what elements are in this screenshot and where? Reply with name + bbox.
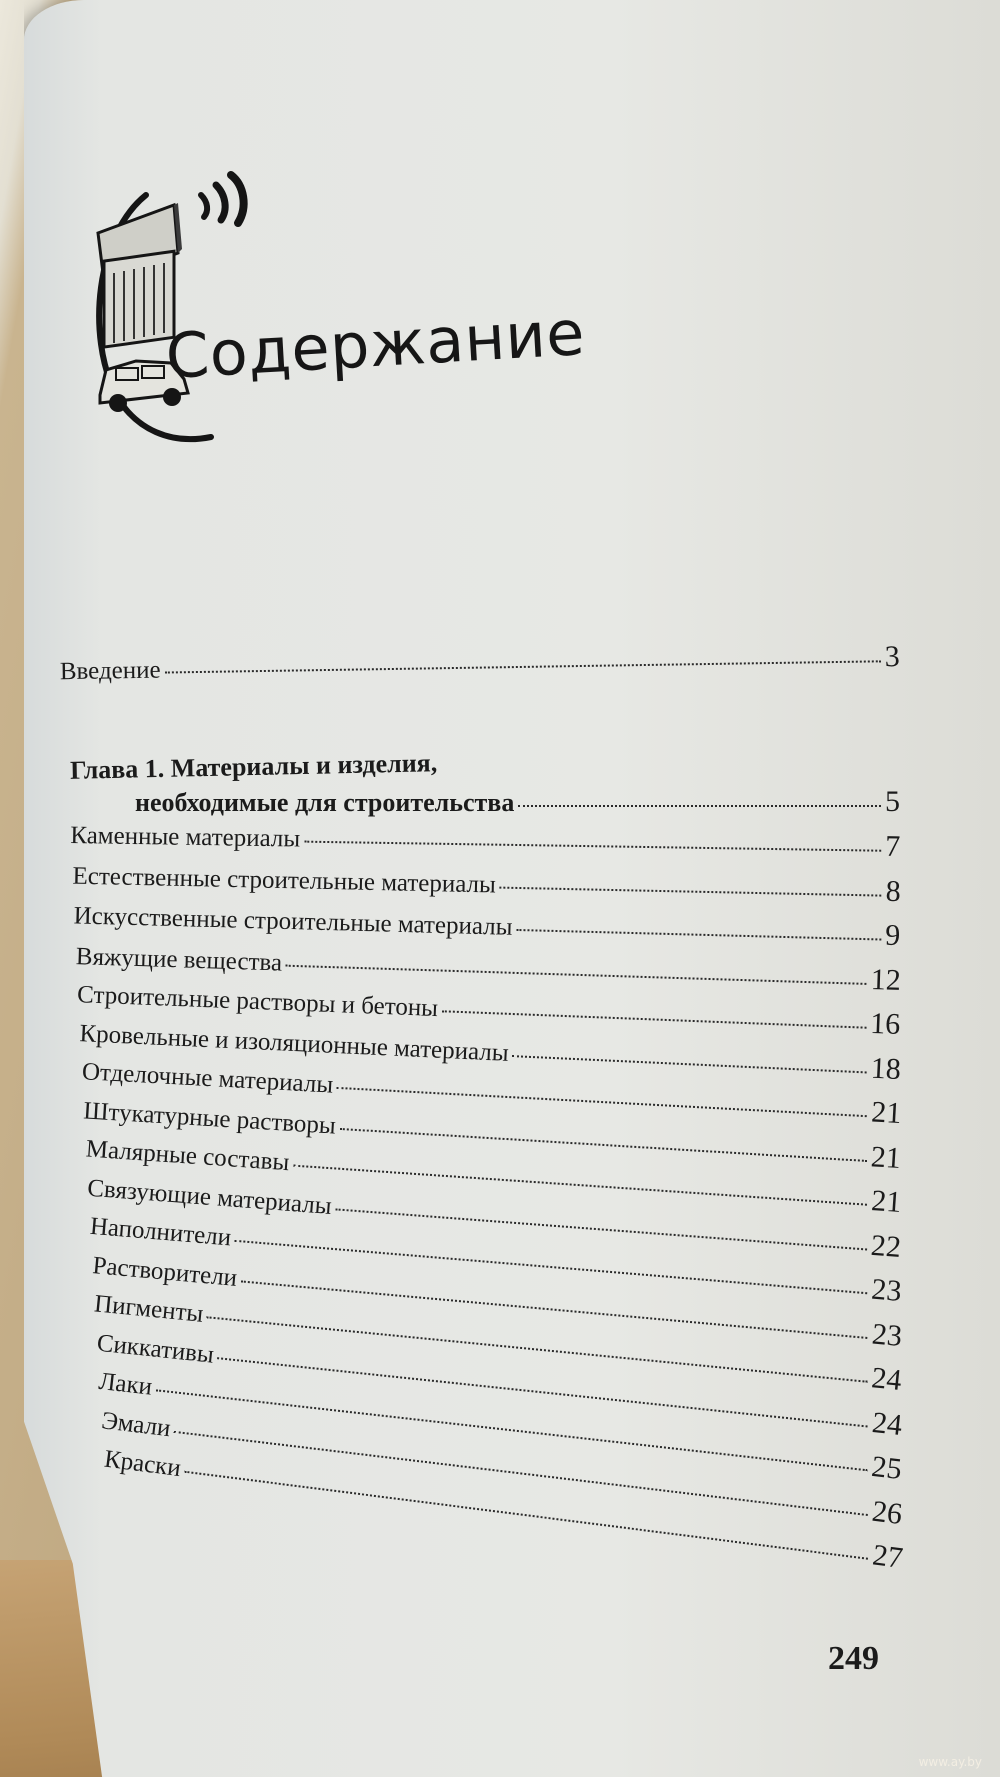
toc-entry-page: 23: [870, 1316, 904, 1353]
toc-entry: [70, 817, 900, 864]
toc-entry-page: 22: [870, 1228, 903, 1264]
chapter-heading: Глава 1. Материалы и изделия,: [69, 748, 438, 785]
toc-entry-label: необходимые для строительства: [135, 788, 515, 817]
toc-entry-page: 7: [885, 829, 901, 864]
dot-leader: [165, 660, 881, 673]
toc-entry-label: Эмали: [99, 1406, 173, 1442]
toc-entry-page: 26: [870, 1494, 905, 1531]
toc-entry-label: Искусственные строительные материалы: [73, 902, 514, 941]
toc-entry-label: Наполнители: [88, 1212, 233, 1252]
toc-entry-page: 18: [870, 1051, 902, 1086]
dot-leader: [442, 1010, 866, 1028]
toc-entry-label: Растворители: [91, 1251, 238, 1292]
toc-entry-label: Малярные составы: [84, 1135, 290, 1177]
dot-leader: [499, 886, 881, 896]
toc-entry-label: Каменные материалы: [70, 821, 301, 853]
toc-entry-page: 24: [870, 1361, 904, 1398]
toc-entry-label: Отделочные материалы: [80, 1058, 334, 1099]
watermark: www.ay.by: [918, 1755, 982, 1769]
page-title: Содержание: [163, 295, 587, 393]
page-number: 249: [828, 1640, 879, 1677]
toc-entry-page: 27: [870, 1538, 905, 1576]
toc-entry-page: 23: [870, 1272, 903, 1309]
toc-entry-label: Пигменты: [93, 1290, 205, 1328]
toc-entry-label: Лаки: [97, 1367, 154, 1401]
toc-entry-label: Вяжущие вещества: [75, 942, 283, 977]
toc-entry-label: Строительные растворы и бетоны: [77, 981, 439, 1023]
dot-leader: [512, 1055, 866, 1073]
toc-entry-page: 5: [885, 785, 900, 818]
toc-entry-page: 21: [870, 1095, 902, 1131]
dot-leader: [518, 805, 881, 807]
toc-entry-intro: [60, 640, 900, 687]
toc-entry-label: Введение: [59, 656, 161, 686]
dot-leader: [286, 964, 867, 984]
toc-entry-label: Краски: [102, 1445, 182, 1483]
toc-entry-label: Кровельные и изоляционные материалы: [78, 1019, 510, 1067]
toc-entry-label: Штукатурные растворы: [82, 1096, 337, 1140]
toc-entry-label: Связующие материалы: [86, 1174, 333, 1220]
dot-leader: [517, 929, 882, 941]
toc-entry-chapter: [135, 785, 900, 819]
toc-entry-page: 24: [870, 1405, 904, 1442]
toc-entry-page: 12: [870, 962, 902, 997]
toc-entry-page: 21: [870, 1184, 903, 1220]
toc-entry-label: Естественные строительные материалы: [71, 862, 496, 899]
toc-entry-page: 9: [885, 918, 901, 953]
toc-entry-page: 25: [870, 1449, 904, 1487]
toc-entry-label: Сиккативы: [95, 1329, 215, 1369]
toc-entry-page: 21: [870, 1139, 903, 1175]
toc-entry-page: 3: [884, 640, 900, 674]
toc-entry-page: 16: [870, 1006, 902, 1042]
toc-entry-page: 8: [885, 874, 901, 908]
dot-leader: [304, 841, 881, 852]
